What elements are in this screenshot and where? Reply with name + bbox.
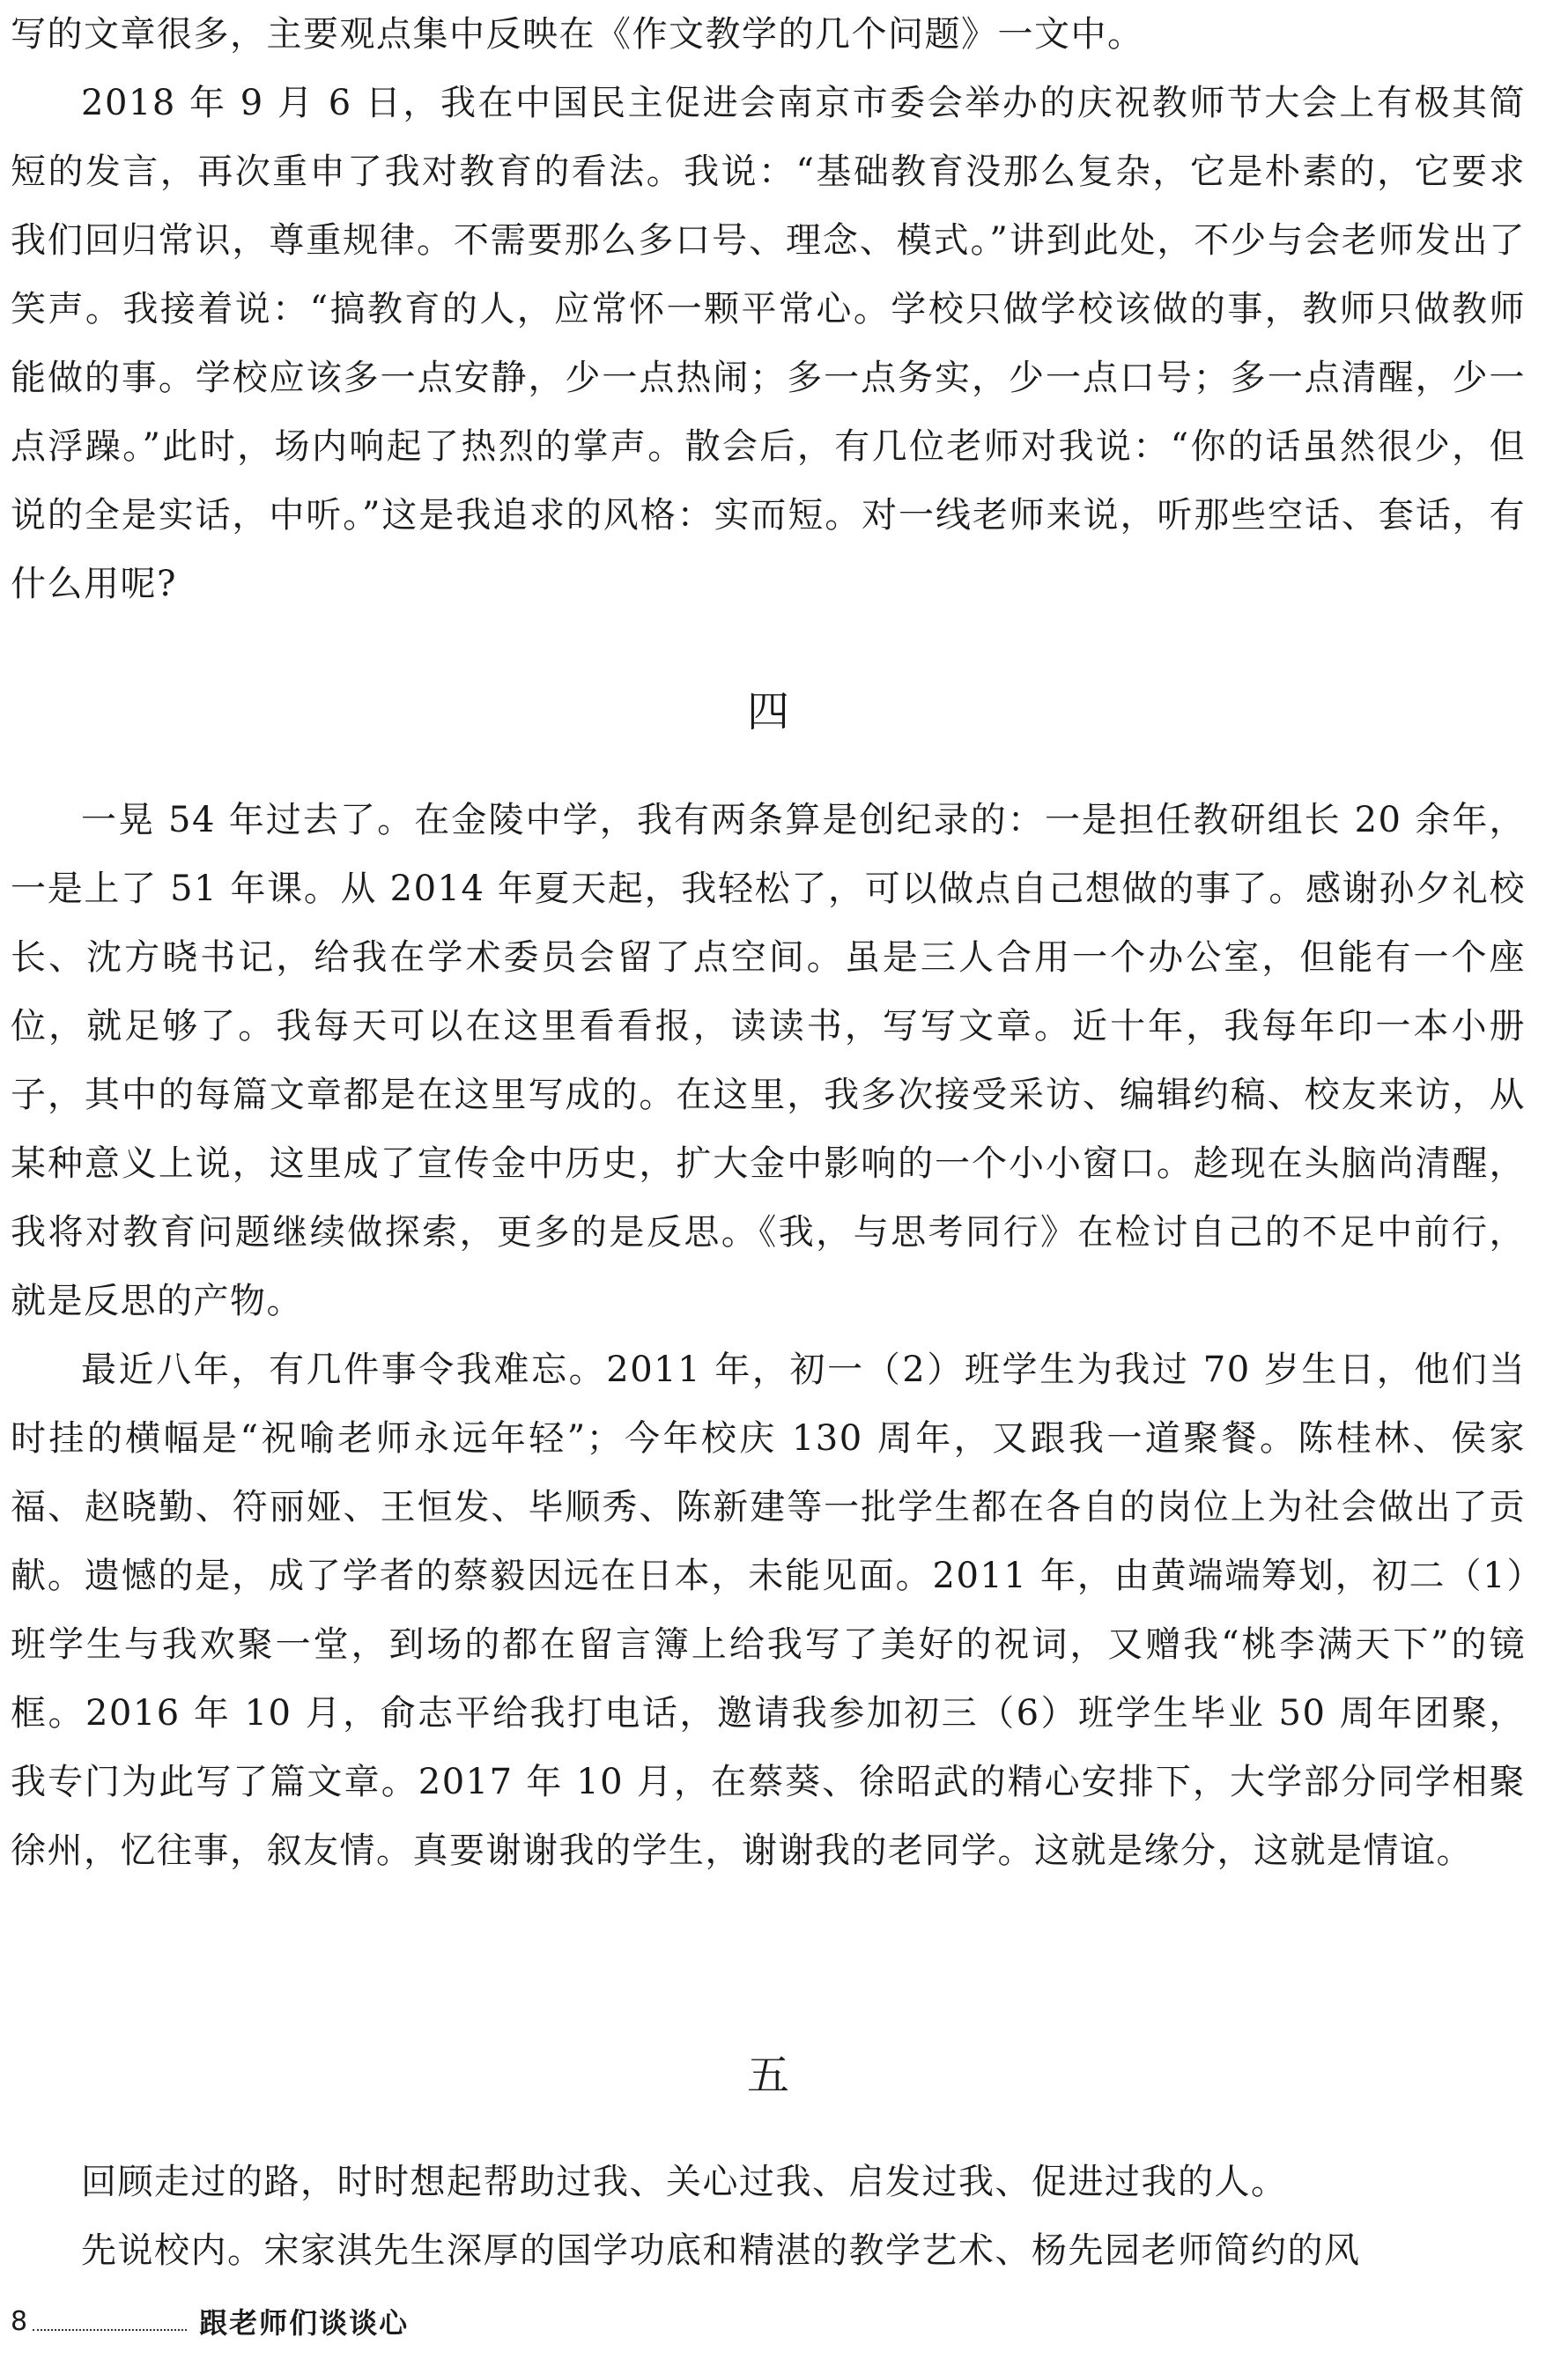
section-five — [11, 2148, 1526, 2285]
section-heading-five: 五 — [746, 2051, 789, 2100]
body-paragraph: 2018 年 9 月 6 日，我在中国民主促进会南京市委会举办的庆祝教师节大会上有极其简短的发言，再次重申了我对教育的看法。我说：“基础教育没那么复杂，它是朴素的，它要求我们回归常识，尊重规律。不需要那么多口号、理念、模式。”讲到此处，不少与会老师发出了笑声。我接着说：“搞教育的人，应常怀一颗平常心。学校只做学校该做的事，教师只做教师能做的事。学校应该多一点安静，少一点热闹；多一点务实，少一点口号；多一点清醒，少一点浮躁。”此时，场内响起了热烈的掌声。散会后，有几位老师对我说：“你的话虽然很少，但说的全是实话，中听。”这是我追求的风格：实而短。对一线老师来说，听那些空话、套话，有什么用呢? — [11, 83, 1526, 604]
body-paragraph: 一晃 54 年过去了。在金陵中学，我有两条算是创纪录的：一是担任教研组长 20 余年，一是上了 51 年课。从 2014 年夏天起，我轻松了，可以做点自己想做的事了。感谢孙夕礼校长、沈方晓书记，给我在学术委员会留了点空间。虽是三人合用一个办公室，但能有一个座位，就足够了。我每天可以在这里看看报，读读书，写写文章。近十年，我每年印一本小册子，其中的每篇文章都是在这里写成的。在这里，我多次接受采访、编辑约稿、校友来访，从某种意义上说，这里成了宣传金中历史，扩大金中影响的一个小小窗口。趁现在头脑尚清醒，我将对教育问题继续做探索，更多的是反思。《我，与思考同行》在检讨自己的不足中前行，就是反思的产物。 — [11, 800, 1526, 1321]
running-book-title: 跟老师们谈谈心 — [199, 2306, 410, 2340]
body-paragraph: 回顾走过的路，时时想起帮助过我、关心过我、启发过我、促进过我的人。 — [81, 2162, 1288, 2202]
page-footer — [11, 2295, 803, 2348]
section-four — [11, 786, 1526, 1885]
footer-dotted-rule — [33, 2329, 187, 2331]
section-heading-four: 四 — [746, 687, 789, 736]
page-number: 8 — [11, 2305, 28, 2337]
body-paragraph: 先说校内。宋家淇先生深厚的国学功底和精湛的教学艺术、杨先园老师简约的风 — [81, 2230, 1361, 2271]
body-paragraph: 最近八年，有几件事令我难忘。2011 年，初一（2）班学生为我过 70 岁生日，他们当时挂的横幅是“祝喻老师永远年轻”；今年校庆 130 周年，又跟我一道聚餐。陈桂林、侯家福、赵晓勤、符丽娅、王恒发、毕顺秀、陈新建等一批学生都在各自的岗位上为社会做出了贡献。遗憾的是，成了学者的蔡毅因远在日本，未能见面。2011 年，由黄端端筹划，初二（1）班学生与我欢聚一堂，到场的都在留言簿上给我写了美好的祝词，又赠我“桃李满天下”的镜框。2016 年 10 月，俞志平给我打电话，邀请我参加初三（6）班学生毕业 50 周年团聚，我专门为此写了篇文章。2017 年 10 月，在蔡葵、徐昭武的精心安排下，大学部分同学相聚徐州，忆往事，叙友情。真要谢谢我的学生，谢谢我的老同学。这就是缘分，这就是情谊。 — [11, 1350, 1526, 1871]
section-three-tail — [11, 0, 1526, 618]
continued-paragraph: 写的文章很多，主要观点集中反映在《作文教学的几个问题》一文中。 — [11, 14, 1144, 55]
